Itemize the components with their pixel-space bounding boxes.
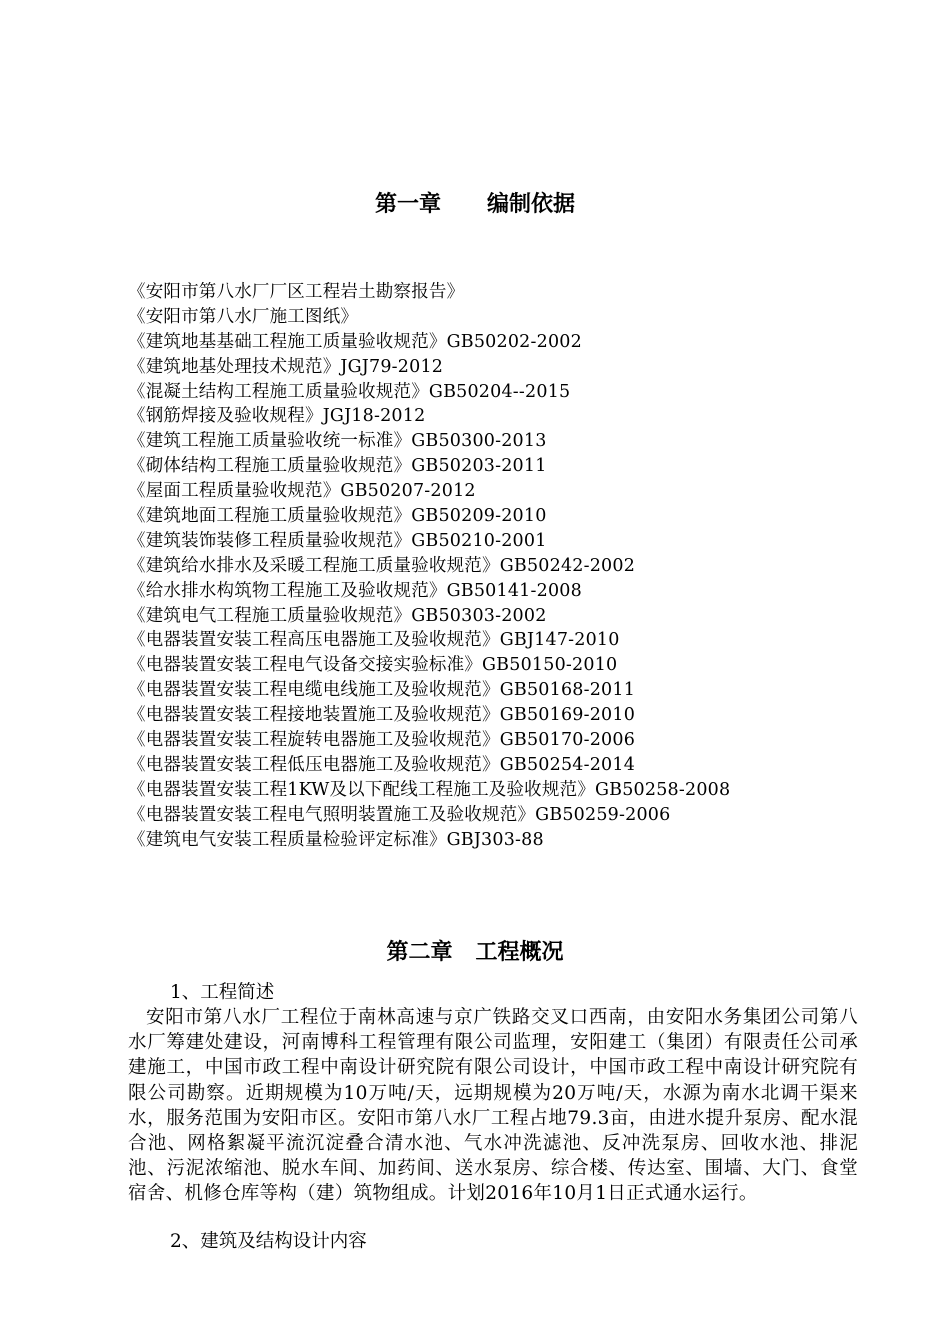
reference-item: 《建筑电气安装工程质量检验评定标准》GBJ303-88 [128, 829, 544, 850]
reference-item: 《建筑给水排水及采暖工程施工质量验收规范》GB50242-2002 [128, 555, 636, 576]
reference-list [128, 280, 730, 852]
reference-item: 《建筑地面工程施工质量验收规范》GB50209-2010 [128, 506, 547, 527]
section-1-heading: 1、工程简述 [170, 982, 275, 1003]
reference-item: 《电器装置安装工程1KW及以下配线工程施工及验收规范》GB50258-2008 [128, 779, 731, 800]
reference-item: 《电器装置安装工程旋转电器施工及验收规范》GB50170-2006 [128, 730, 636, 751]
reference-item: 《电器装置安装工程低压电器施工及验收规范》GB50254-2014 [128, 754, 636, 775]
reference-item: 《屋面工程质量验收规范》GB50207-2012 [128, 481, 476, 502]
reference-item: 《建筑工程施工质量验收统一标准》GB50300-2013 [128, 431, 547, 452]
section-2-heading: 2、建筑及结构设计内容 [170, 1231, 367, 1252]
reference-item: 《安阳市第八水厂厂区工程岩土勘察报告》 [128, 282, 465, 302]
chapter-2-title: 第二章 工程概况 [386, 940, 564, 965]
reference-item: 《安阳市第八水厂施工图纸》 [128, 306, 359, 327]
reference-item: 《电器装置安装工程高压电器施工及验收规范》GBJ147-2010 [128, 630, 620, 651]
reference-item: 《建筑电气工程施工质量验收规范》GB50303-2002 [128, 605, 547, 626]
reference-item: 《电器装置安装工程电气设备交接实验标准》GB50150-2010 [128, 655, 618, 676]
reference-item: 《砌体结构工程施工质量验收规范》GB50203-2011 [128, 456, 547, 477]
reference-item: 《给水排水构筑物工程施工及验收规范》GB50141-2008 [128, 580, 582, 601]
reference-item: 《电器装置安装工程接地装置施工及验收规范》GB50169-2010 [128, 705, 636, 726]
chapter-1-title: 第一章 编制依据 [375, 192, 575, 217]
reference-item: 《混凝土结构工程施工质量验收规范》GB50204--2015 [128, 381, 571, 402]
reference-item: 《电器装置安装工程电气照明装置施工及验收规范》GB50259-2006 [128, 804, 671, 825]
reference-item: 《钢筋焊接及验收规程》JGJ18-2012 [128, 406, 426, 427]
reference-item: 《建筑地基处理技术规范》JGJ79-2012 [128, 356, 444, 377]
reference-item: 《建筑地基基础工程施工质量验收规范》GB50202-2002 [128, 331, 582, 352]
reference-item: 《电器装置安装工程电缆电线施工及验收规范》GB50168-2011 [128, 680, 636, 701]
reference-item: 《建筑装饰装修工程质量验收规范》GB50210-2001 [128, 530, 547, 551]
section-1-paragraph: 安阳市第八水厂工程位于南林高速与京广铁路交叉口西南，由安阳水务集团公司第八水厂筹建处建设，河南博科工程管理有限公司监理，安阳建工（集团）有限责任公司承建施工，中国市政工程中南设计研究院有限公司设计，中国市政工程中南设计研究院有限公司勘察。近期规模为10万吨/天，远期规模为20万吨/天，水源为南水北调干渠来水，服务范围为安阳市区。安阳市第八水厂工程占地79.3亩，由进水提升泵房、配水混合池、网格絮凝平流沉淀叠合清水池、气水冲洗滤池、反冲洗泵房、回收水池、排泥池、污泥浓缩池、脱水车间、加药间、送水泵房、综合楼、传达室、围墙、大门、食堂宿舍、机修仓库等构（建）筑物组成。计划2016年10月1日正式通水运行。 [128, 1007, 858, 1205]
